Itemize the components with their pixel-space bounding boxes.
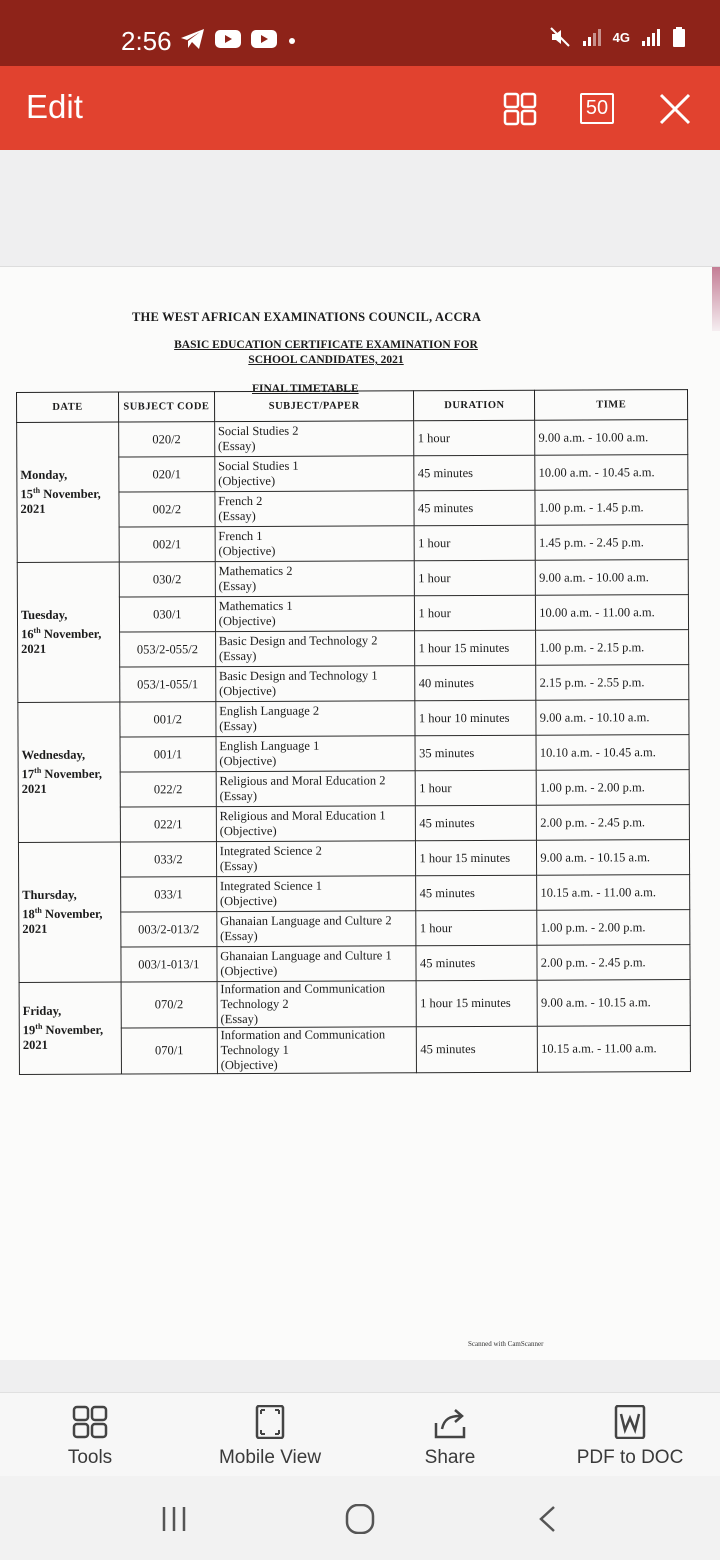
subject-cell: [215, 456, 415, 492]
day-name: Wednesday,: [21, 747, 86, 762]
col-header-date: DATE: [17, 392, 119, 422]
subject-code-cell: 033/2: [120, 842, 216, 877]
paper-type: (Essay): [218, 508, 256, 524]
subject-code-cell: 003/1-013/1: [121, 947, 217, 982]
document-viewer[interactable]: [0, 150, 720, 1392]
subject-cell: [217, 911, 417, 947]
day-year: 2021: [22, 1037, 48, 1053]
subject-cell: [214, 421, 414, 457]
day-month: November,: [44, 906, 103, 921]
time-cell: 9.00 a.m. - 10.00 a.m.: [536, 560, 689, 596]
date-cell: [18, 842, 121, 982]
document-page: [0, 266, 720, 1360]
duration-cell: 45 minutes: [417, 1026, 538, 1073]
time-cell: 1.45 p.m. - 2.45 p.m.: [535, 525, 688, 561]
document-heading: THE WEST AFRICAN EXAMINATIONS COUNCIL, ACCRA: [132, 310, 482, 324]
subject-cell: [215, 666, 415, 702]
signal-icon-2: [640, 26, 662, 48]
day-ordinal: th: [32, 485, 41, 495]
subject-cell: [217, 981, 417, 1028]
paper-type: (Essay): [218, 578, 257, 594]
time-cell: 9.00 a.m. - 10.00 a.m.: [535, 420, 688, 456]
duration-cell: 1 hour 15 minutes: [415, 630, 536, 666]
time-cell: 10.10 a.m. - 10.45 a.m.: [536, 735, 689, 771]
paper-type: (Essay): [220, 928, 258, 944]
paper-type: (Objective): [219, 893, 277, 909]
duration-cell: 45 minutes: [414, 455, 535, 491]
mobile-view-label: Mobile View: [218, 1447, 322, 1468]
app-bar: [0, 66, 720, 150]
subject-code-cell: 033/1: [121, 877, 217, 912]
page-count-button[interactable]: 50: [580, 93, 614, 124]
time-cell: 10.00 a.m. - 11.00 a.m.: [536, 595, 689, 631]
home-icon[interactable]: [340, 1504, 380, 1534]
day-year: 2021: [22, 921, 48, 937]
duration-cell: 45 minutes: [416, 875, 537, 911]
back-icon[interactable]: [528, 1504, 568, 1534]
day-year: 2021: [21, 781, 47, 797]
day-number: 15: [20, 487, 33, 502]
subject-name: French 1: [218, 528, 263, 544]
dot-icon: [286, 28, 298, 50]
duration-cell: 45 minutes: [416, 805, 537, 841]
subject-code-cell: 030/2: [119, 562, 215, 597]
subject-cell: [216, 701, 416, 737]
paper-type: (Essay): [219, 858, 258, 874]
col-header-subject: SUBJECT/PAPER: [214, 391, 414, 422]
day-name: Tuesday,: [20, 607, 68, 622]
time-cell: 9.00 a.m. - 10.15 a.m.: [537, 980, 690, 1027]
pdf-to-doc-button[interactable]: [540, 1393, 720, 1477]
paper-type: (Essay): [218, 648, 257, 664]
subject-cell: [216, 806, 416, 842]
subheading-line-2: SCHOOL CANDIDATES, 2021: [248, 354, 404, 366]
duration-cell: 1 hour 15 minutes: [416, 840, 537, 876]
subject-code-cell: 002/1: [119, 527, 215, 562]
time-cell: 2.15 p.m. - 2.55 p.m.: [536, 665, 689, 701]
subject-code-cell: 020/1: [119, 457, 215, 492]
col-header-duration: DURATION: [414, 390, 535, 421]
duration-cell: 1 hour: [416, 770, 537, 806]
bottom-toolbar: [0, 1392, 720, 1476]
subject-name: Religious and Moral Education 2: [219, 773, 386, 789]
tools-label: Tools: [67, 1447, 113, 1468]
paper-type: (Objective): [220, 963, 278, 979]
day-number: 16: [21, 627, 34, 642]
table-row: [18, 700, 689, 738]
date-cell: [19, 982, 121, 1074]
duration-cell: 45 minutes: [414, 490, 535, 526]
subject-name: Integrated Science 1: [219, 878, 323, 894]
day-month: November,: [44, 766, 102, 781]
subject-code-cell: 053/2-055/2: [119, 632, 215, 667]
telegram-icon: [180, 28, 206, 50]
close-icon[interactable]: [659, 93, 691, 125]
subheading-line-1: BASIC EDUCATION CERTIFICATE EXAMINATION FOR: [174, 339, 478, 351]
col-header-time: TIME: [535, 390, 688, 421]
day-month: November,: [45, 1022, 104, 1037]
table-row: [17, 420, 688, 458]
subject-code-cell: 020/2: [119, 422, 215, 457]
subject-name: English Language 2: [219, 703, 320, 719]
paper-type: (Essay): [217, 438, 256, 454]
tools-icon: [72, 1405, 108, 1439]
grid-view-icon[interactable]: [503, 92, 537, 126]
time-cell: 10.00 a.m. - 10.45 a.m.: [535, 455, 688, 491]
network-type: 4G: [612, 29, 630, 45]
table-row: [17, 560, 688, 598]
time-cell: 1.00 p.m. - 2.15 p.m.: [536, 630, 689, 666]
paper-type: (Objective): [219, 753, 277, 769]
duration-cell: 1 hour: [415, 595, 536, 631]
time-cell: 1.00 p.m. - 1.45 p.m.: [535, 490, 688, 526]
table-row: [18, 840, 689, 878]
time-cell: 2.00 p.m. - 2.45 p.m.: [537, 945, 690, 981]
subject-name: Ghanaian Language and Culture 1: [220, 948, 392, 964]
subject-name: Integrated Science 2: [219, 843, 322, 859]
subject-cell: [215, 491, 415, 527]
subject-name: Information and Communication Technology 2: [220, 981, 385, 1012]
pdf-to-doc-label: PDF to DOC: [576, 1447, 684, 1468]
status-time: 2:56: [121, 26, 172, 56]
subject-code-cell: 070/1: [121, 1028, 217, 1074]
battery-icon: [672, 26, 686, 48]
share-icon: [432, 1405, 468, 1439]
mobile-view-icon: [252, 1405, 288, 1439]
table-header-row: [17, 390, 688, 423]
day-date: [23, 1018, 118, 1038]
day-ordinal: th: [35, 1021, 43, 1031]
subject-name: Social Studies 2: [217, 423, 299, 439]
system-nav-bar: [0, 1476, 720, 1560]
day-ordinal: th: [34, 765, 42, 775]
subject-code-cell: 022/1: [120, 807, 216, 842]
time-cell: 9.00 a.m. - 10.15 a.m.: [537, 840, 690, 876]
day-number: 19: [22, 1023, 36, 1038]
subject-code-cell: 002/2: [119, 492, 215, 527]
share-button[interactable]: [360, 1393, 540, 1477]
paper-type: (Objective): [218, 543, 276, 559]
duration-cell: 1 hour 10 minutes: [415, 700, 536, 736]
day-year: 2021: [21, 641, 47, 657]
paper-type: (Essay): [220, 1011, 259, 1027]
page-title: Edit: [26, 88, 83, 125]
paper-type: (Objective): [219, 823, 277, 839]
page-edge-mark: [712, 267, 720, 331]
day-ordinal: th: [34, 905, 42, 915]
date-cell: [17, 422, 120, 562]
time-cell: 9.00 a.m. - 10.10 a.m.: [536, 700, 689, 736]
subject-code-cell: 001/2: [120, 702, 216, 737]
day-month: November,: [43, 626, 102, 641]
timetable: [16, 389, 691, 1075]
timetable-body: [17, 420, 691, 1075]
table-row: [19, 980, 690, 1029]
tools-button[interactable]: [0, 1393, 180, 1477]
subject-name: Mathematics 2: [218, 563, 293, 579]
day-name: Friday,: [22, 1003, 62, 1018]
day-ordinal: th: [33, 625, 41, 635]
paper-type: (Essay): [219, 788, 258, 804]
subject-code-cell: 001/1: [120, 737, 216, 772]
day-year: 2021: [20, 501, 46, 517]
subject-name: Basic Design and Technology 2: [218, 633, 378, 649]
paper-type: (Objective): [218, 613, 276, 629]
date-cell: [18, 702, 121, 842]
system-icons: [549, 26, 686, 48]
subject-code-cell: 003/2-013/2: [121, 912, 217, 947]
time-cell: 10.15 a.m. - 11.00 a.m.: [538, 1026, 691, 1073]
duration-cell: 1 hour: [414, 420, 535, 456]
day-date: [22, 762, 117, 782]
subject-cell: [216, 841, 416, 877]
subject-name: Information and Communication Technology 1: [220, 1027, 386, 1058]
duration-cell: 35 minutes: [415, 735, 536, 771]
subject-code-cell: 030/1: [119, 597, 215, 632]
day-date: [22, 902, 117, 922]
duration-cell: 45 minutes: [416, 945, 537, 981]
recent-apps-icon[interactable]: [154, 1504, 194, 1534]
youtube-icon-2: [250, 28, 278, 50]
subject-name: Ghanaian Language and Culture 2: [220, 913, 392, 929]
document-subheading: [136, 338, 516, 368]
subject-name: Social Studies 1: [218, 458, 299, 474]
date-cell: [17, 562, 120, 702]
paper-type: (Essay): [219, 718, 257, 734]
day-name: Monday,: [20, 467, 68, 482]
time-cell: 1.00 p.m. - 2.00 p.m.: [537, 910, 690, 946]
subject-name: Basic Design and Technology 1: [218, 668, 378, 684]
paper-type: (Objective): [218, 473, 276, 489]
subject-cell: [217, 946, 417, 982]
subject-cell: [216, 736, 416, 772]
subject-cell: [217, 1027, 417, 1074]
subject-cell: [215, 631, 415, 667]
mute-icon: [549, 26, 571, 48]
timetable-title: FINAL TIMETABLE: [252, 383, 359, 395]
word-icon: [612, 1405, 648, 1439]
day-date: [21, 622, 116, 642]
subject-name: French 2: [218, 493, 263, 509]
paper-type: (Objective): [220, 1057, 278, 1073]
paper-type: (Objective): [219, 683, 277, 699]
subject-cell: [216, 771, 416, 807]
share-label: Share: [424, 1447, 476, 1468]
time-cell: 1.00 p.m. - 2.00 p.m.: [536, 770, 689, 806]
mobile-view-button[interactable]: [180, 1393, 360, 1477]
subject-cell: [215, 596, 415, 632]
time-cell: 2.00 p.m. - 2.45 p.m.: [537, 805, 690, 841]
subject-name: Religious and Moral Education 1: [219, 808, 386, 824]
day-number: 18: [22, 907, 35, 922]
day-month: November,: [43, 486, 101, 501]
duration-cell: 1 hour: [415, 525, 536, 561]
subject-cell: [216, 876, 416, 912]
notification-icons: [180, 28, 298, 50]
youtube-icon: [214, 28, 242, 50]
day-date: [20, 482, 115, 502]
scanned-note: Scanned with CamScanner: [468, 1340, 544, 1348]
duration-cell: 40 minutes: [415, 665, 536, 701]
subject-name: English Language 1: [219, 738, 320, 754]
status-bar: [0, 0, 720, 66]
subject-code-cell: 070/2: [121, 982, 217, 1028]
time-cell: 10.15 a.m. - 11.00 a.m.: [537, 875, 690, 911]
duration-cell: 1 hour 15 minutes: [417, 980, 538, 1027]
subject-code-cell: 053/1-055/1: [120, 667, 216, 702]
subject-cell: [215, 561, 415, 597]
signal-icon: [581, 26, 603, 48]
col-header-code: SUBJECT CODE: [118, 392, 214, 422]
subject-name: Mathematics 1: [218, 598, 293, 614]
subject-cell: [215, 526, 415, 562]
duration-cell: 1 hour: [415, 560, 536, 596]
subject-code-cell: 022/2: [120, 772, 216, 807]
duration-cell: 1 hour: [416, 910, 537, 946]
day-name: Thursday,: [22, 887, 77, 902]
day-number: 17: [21, 767, 35, 782]
